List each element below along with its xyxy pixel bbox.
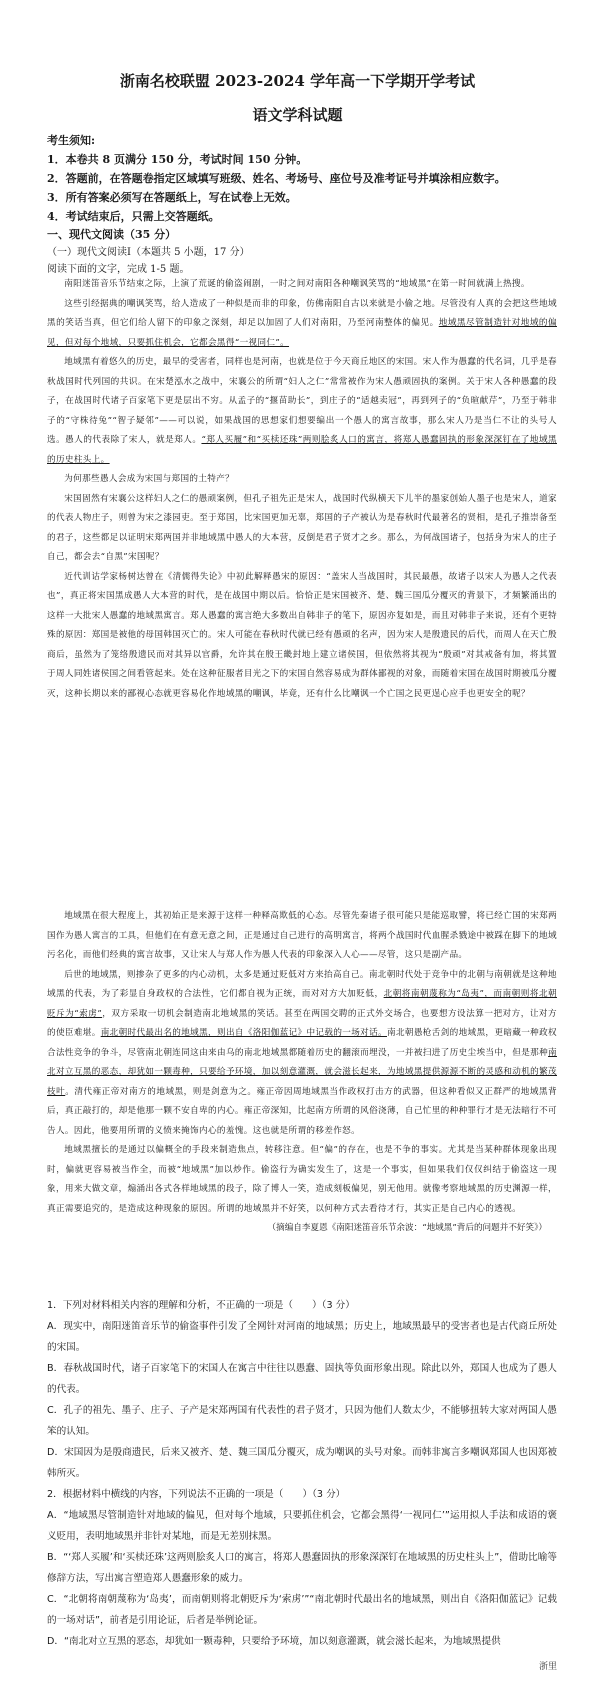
paragraph-text: 近代训诂学家杨树达曾在《清儒得失论》中初此解释愚宋的原因：“盖宋人当战国时，其民最愚，故诸子以宋人为愚人之代表也”，真正将宋国黑成愚人大本营的时代，是在战国中期以后。恰恰正是宋国被齐、楚、魏三国瓜分覆灭的背景下，才频繁涌出的这样一大批宋人愚蠢的地域黑寓言。郑人愚蠢的寓言绝大多数出自韩非子的笔下，原因亦复如是，而且对韩非子来说，还有个更特殊的原因：郑国是被他的母国韩国灭亡的。宋人可能在春秋时代就已经有愚顽的名声，因为宋人是殷遗民的后代，而周人在天亡殷商后，虽然为了笼络殷遗民而对其异以官爵，允许其在殷王畿封地上建立诸侯国，但依然将其视为“殷顽”对其戒备有加，将其置于周人同姓诸侯国之间看管起来。处在这种征服者目光之下的宋国自然容易成为群体鄙视的对象，而随着宋国在战国时期被瓜分覆灭，这种长期以来的鄙视心态就更容易化作地域黑的嘲讽，毕竟，还有什么比嘲讽一个亡国之民更逞心应手也更安全的呢？: [47, 571, 557, 699]
passage-paragraph: [47, 568, 557, 705]
answer-option: D．宋国因为是殷商遗民，后来又被齐、楚、魏三国瓜分覆灭，成为嘲讽的头号对象。而韩非寓言多嘲讽郑国人也因郑被韩所灭。: [47, 1447, 557, 1479]
exam-notice: [47, 131, 557, 226]
answer-option: D．“南北对立互黑的恶态，却犹如一颗毒种，只要给予环境，加以刻意灌溉，就会滋长起来，为地域黑提供: [47, 1636, 501, 1647]
page-title: 浙南名校联盟 2023-2024 学年高一下学期开学考试: [119, 72, 476, 90]
paragraph-text: 南阳迷笛音乐节结束之际，上演了荒诞的偷盗闹剧，一时之间对南阳各种嘲讽笑骂的“地域黑”在第一时间就满上热搜。: [64, 279, 530, 289]
passage-paragraph: [47, 470, 557, 490]
notice-heading: 考生须知:: [47, 134, 96, 147]
passage-paragraph: [47, 295, 557, 354]
answer-option: B．春秋战国时代，诸子百家笔下的宋国人在寓言中往往以愚蠢、固执等负面形象出现。除此以外，郑国人也成为了愚人的代表。: [47, 1363, 557, 1395]
underlined-sentence: 南北朝时代最出名的地域黑，则出自《洛阳伽蓝记》中记载的一场对话。: [100, 1028, 387, 1038]
section-heading: 一、现代文阅读（35 分）: [47, 228, 177, 241]
question-stem: 1．下列对材料相关内容的理解和分析，不正确的一项是（ ）（3 分）: [47, 1300, 355, 1311]
paragraph-text: 为何那些愚人会成为宋国与郑国的土特产？: [64, 474, 235, 484]
underlined-sentence: 南北对立互黑的恶态，却犹如一颗毒种，只要给予环境，加以刻意灌溉，就会滋长起来，为地域黑提供源源不断的灵感和动机的繁茂枝叶: [47, 1047, 557, 1097]
reading-instruction: 阅读下面的文字，完成 1-5 题。: [47, 264, 190, 275]
paragraph-text: 后世的地域黑，则掺杂了更多的内心动机，太多是通过贬低对方来抬高自己。南北朝时代处于竞争中的北朝与南朝就是这种地域黑的代表，为了彩显自身政权的合法性，它们都自视为正统，而对对方大加贬低，: [47, 969, 557, 999]
passage-paragraph: [47, 966, 557, 1142]
paragraph-text: 这些引经据典的嘲讽笑骂，给人造成了一种似是而非的印象，仿佛南阳自古以来就是小偷之地。尽管没有人真的会把这些地域黑的笑话当真，但它们给人留下的印象之深刻，却足以加固了人们对南阳，乃至河南整体的偏见。: [47, 298, 557, 328]
passage-part-1: [47, 275, 557, 704]
paragraph-text: 。清代雍正帝对南方的地域黑，则是剑意为之。雍正帝因周地域黑当作政权打击方的武器，但这种看似又正群严的地域黑背后，真正敲打的，却是他那一颗不安自卑的内心。雍正帝深知，比起南方所谓的风俗浇薄，自己忙里的种种罪行才是无法暗行不可告人。因此，他要用所谓的义愤来掩饰内心的羞愧。这也就是所谓的移差作怒。: [47, 1086, 558, 1136]
subsection-heading: （一）现代文阅读Ⅰ（本题共 5 小题，17 分）: [47, 247, 250, 258]
questions: [47, 1295, 557, 1652]
notice-item: 3．所有答案必须写在答题纸上，写在试卷上无效。: [47, 191, 297, 204]
passage-source: （摘编自李夏恩《南阳迷笛音乐节余波：“地域黑”背后的问题并不好笑》）: [267, 1223, 547, 1233]
passage-paragraph: [47, 1141, 557, 1219]
answer-option: A．现实中，南阳迷笛音乐节的偷盗事件引发了全网针对河南的地域黑；历史上，地域黑最早的受害者也是古代商丘所处的宋国。: [47, 1321, 557, 1353]
page-subtitle: 语文学科试题: [252, 106, 343, 124]
paragraph-text: 地域黑擅长的是通过以偏概全的手段来制造焦点，转移注意。但“偏”的存在，也是不争的事实。尤其是当某种群体现象出现时，偏就更容易被当作全，而被“地域黑”加以炒作。偷盗行为确实发生了，这是一个事实，但如果我们仅仅纠结于偷盗这一现象，用来大做文章，煽涌出各式各样地域黑的段子，除了博人一笑，造成刻板偏见，别无他用。就像考察地域黑的历史渊源一样，真正需要追究的，是造成这种现象的原因。所谓的地域黑并不好笑，以何种方式去看待才行，其实正是自己内心的透视。: [47, 1145, 557, 1214]
question-stem: 2．根据材料中横线的内容，下列说法不正确的一项是（ ）（3 分）: [47, 1489, 346, 1500]
notice-item: 1．本卷共 8 页满分 150 分，考试时间 150 分钟。: [47, 153, 308, 166]
answer-option: C．孔子的祖先、墨子、庄子、子产是宋郑两国有代表性的君子贤才，只因为他们人数太少，不能够扭转大家对两国人愚笨的认知。: [47, 1405, 557, 1437]
passage-paragraph: [47, 353, 557, 470]
paragraph-text: ，双方采取一切机会制造南北地域黑的笑话。甚至在两国交聘的正式外交场合，也要想方设法算一把对方，让对方的使臣难堪。: [47, 1008, 557, 1038]
paragraph-text: 南北朝愚枪舌剑的地域黑，更暗藏一种政权合法性竞争的争斗，尽管南北朝连同这由来由乌的南北地域黑都随着历史的翻滚而埋没，一并被扫进了历史尘埃当中，但是那种: [47, 1028, 557, 1058]
paragraph-text: 地域黑在很大程度上，其初始正是来源于这样一种释高欺低的心态。尽管先秦诸子很可能只是能巡取譬，将已经亡国的宋郑两国作为愚人寓言的工具，但他们在有意无意之间，正是通过自己进行的高明寓言，将两个战国时代血腥杀戮途中被踩在脚下的地域污名化，而他们经典的寓言故事，又让宋人与郑人作为愚人代表的印象深入人心——尽管，这只是副产品。: [47, 911, 557, 960]
answer-option: A．“地域黑尽管制造针对地域的偏见，但对每个地域，只要抓住机会，它都会黑得‘一视同仁’”运用拟人手法和成语的褒义贬用，表明地域黑并非针对某地，而是无差别抹黑。: [47, 1510, 557, 1542]
passage-paragraph: [47, 490, 557, 568]
answer-option: C．“北朝将南朝蔑称为‘岛夷’，而南朝则将北朝贬斥为‘索虏’”“南北朝时代最出名的地域黑，则出自《洛阳伽蓝记》记载的一场对话”，前者是引用论证，后者是举例论证。: [47, 1594, 557, 1626]
passage-paragraph: [47, 275, 557, 295]
passage-paragraph: [47, 907, 557, 966]
notice-item: 2．答题前，在答题卷指定区域填写班级、姓名、考场号、座位号及准考证号并填涂相应数字。: [47, 172, 506, 185]
notice-item: 4．考试结束后，只需上交答题纸。: [47, 210, 220, 223]
underlined-sentence: 地域黑尽管制造针对地域的偏见，但对每个地域，只要抓住机会，它都会黑得“一视同仁”。: [47, 318, 557, 348]
paragraph-text: 地域黑有着悠久的历史，最早的受害者，同样也是河南，也就是位于今天商丘地区的宋国。宋人作为愚蠢的代名词，几乎是春秋战国时代列国的共识。在宋楚泓水之战中，宋襄公的所谓“妇人之仁”常常被作为宋人愚顽固执的案例。关于宋人各种愚蠢的段子，在战国时代诸子百家笔下更是层出不穷。从孟子的“揠苗助长”，到庄子的“适越卖冠”，再到列子的“负暄献芹”，乃至于韩非子的“守株待兔”“智子疑邻”——可以说，如果战国的思想家们想要编出一个愚人的寓言故事，那么宋人乃是当仁不让的头号人选。愚人的代表除了宋人，就是郑人。: [47, 357, 557, 445]
underlined-sentence: “郑人买履”和“买椟还珠”两则脍炙人口的寓言，将郑人愚蠢固执的形象深深钉在了地域黑的历史柱头上。: [47, 435, 557, 465]
answer-option: B．“‘郑人买履’和‘买椟还珠’这两则脍炙人口的寓言，将郑人愚蠢固执的形象深深钉在地域黑的历史柱头上”，借助比喻等修辞方法，写出寓言塑造郑人愚蠢形象的威力。: [47, 1552, 557, 1584]
page-footer: 浙里: [538, 1662, 557, 1672]
passage-part-2: [47, 907, 557, 1239]
paragraph-text: 宋国固然有宋襄公这样妇人之仁的愚顽案例，但孔子祖先正是宋人，战国时代纵横天下儿半的墨家创始人墨子也是宋人，道家的代表人物庄子，则曾为宋之漆园吏。至于郑国，比宋国更加无辜，郑国的子产被认为是春秋时代最著名的贤相，是孔子推崇备至的君子，这些都足以证明宋郑两国并非地域黑中愚人的大本营，反倒是君子贤才之乡。那么，为何战国诸子，包括身为宋人的庄子自己，都会去“自黑”宋国呢？: [47, 493, 557, 562]
underlined-sentence: 北朝将南朝蔑称为“岛夷”，而南朝则将北朝贬斥为“索虏”: [47, 989, 558, 1019]
